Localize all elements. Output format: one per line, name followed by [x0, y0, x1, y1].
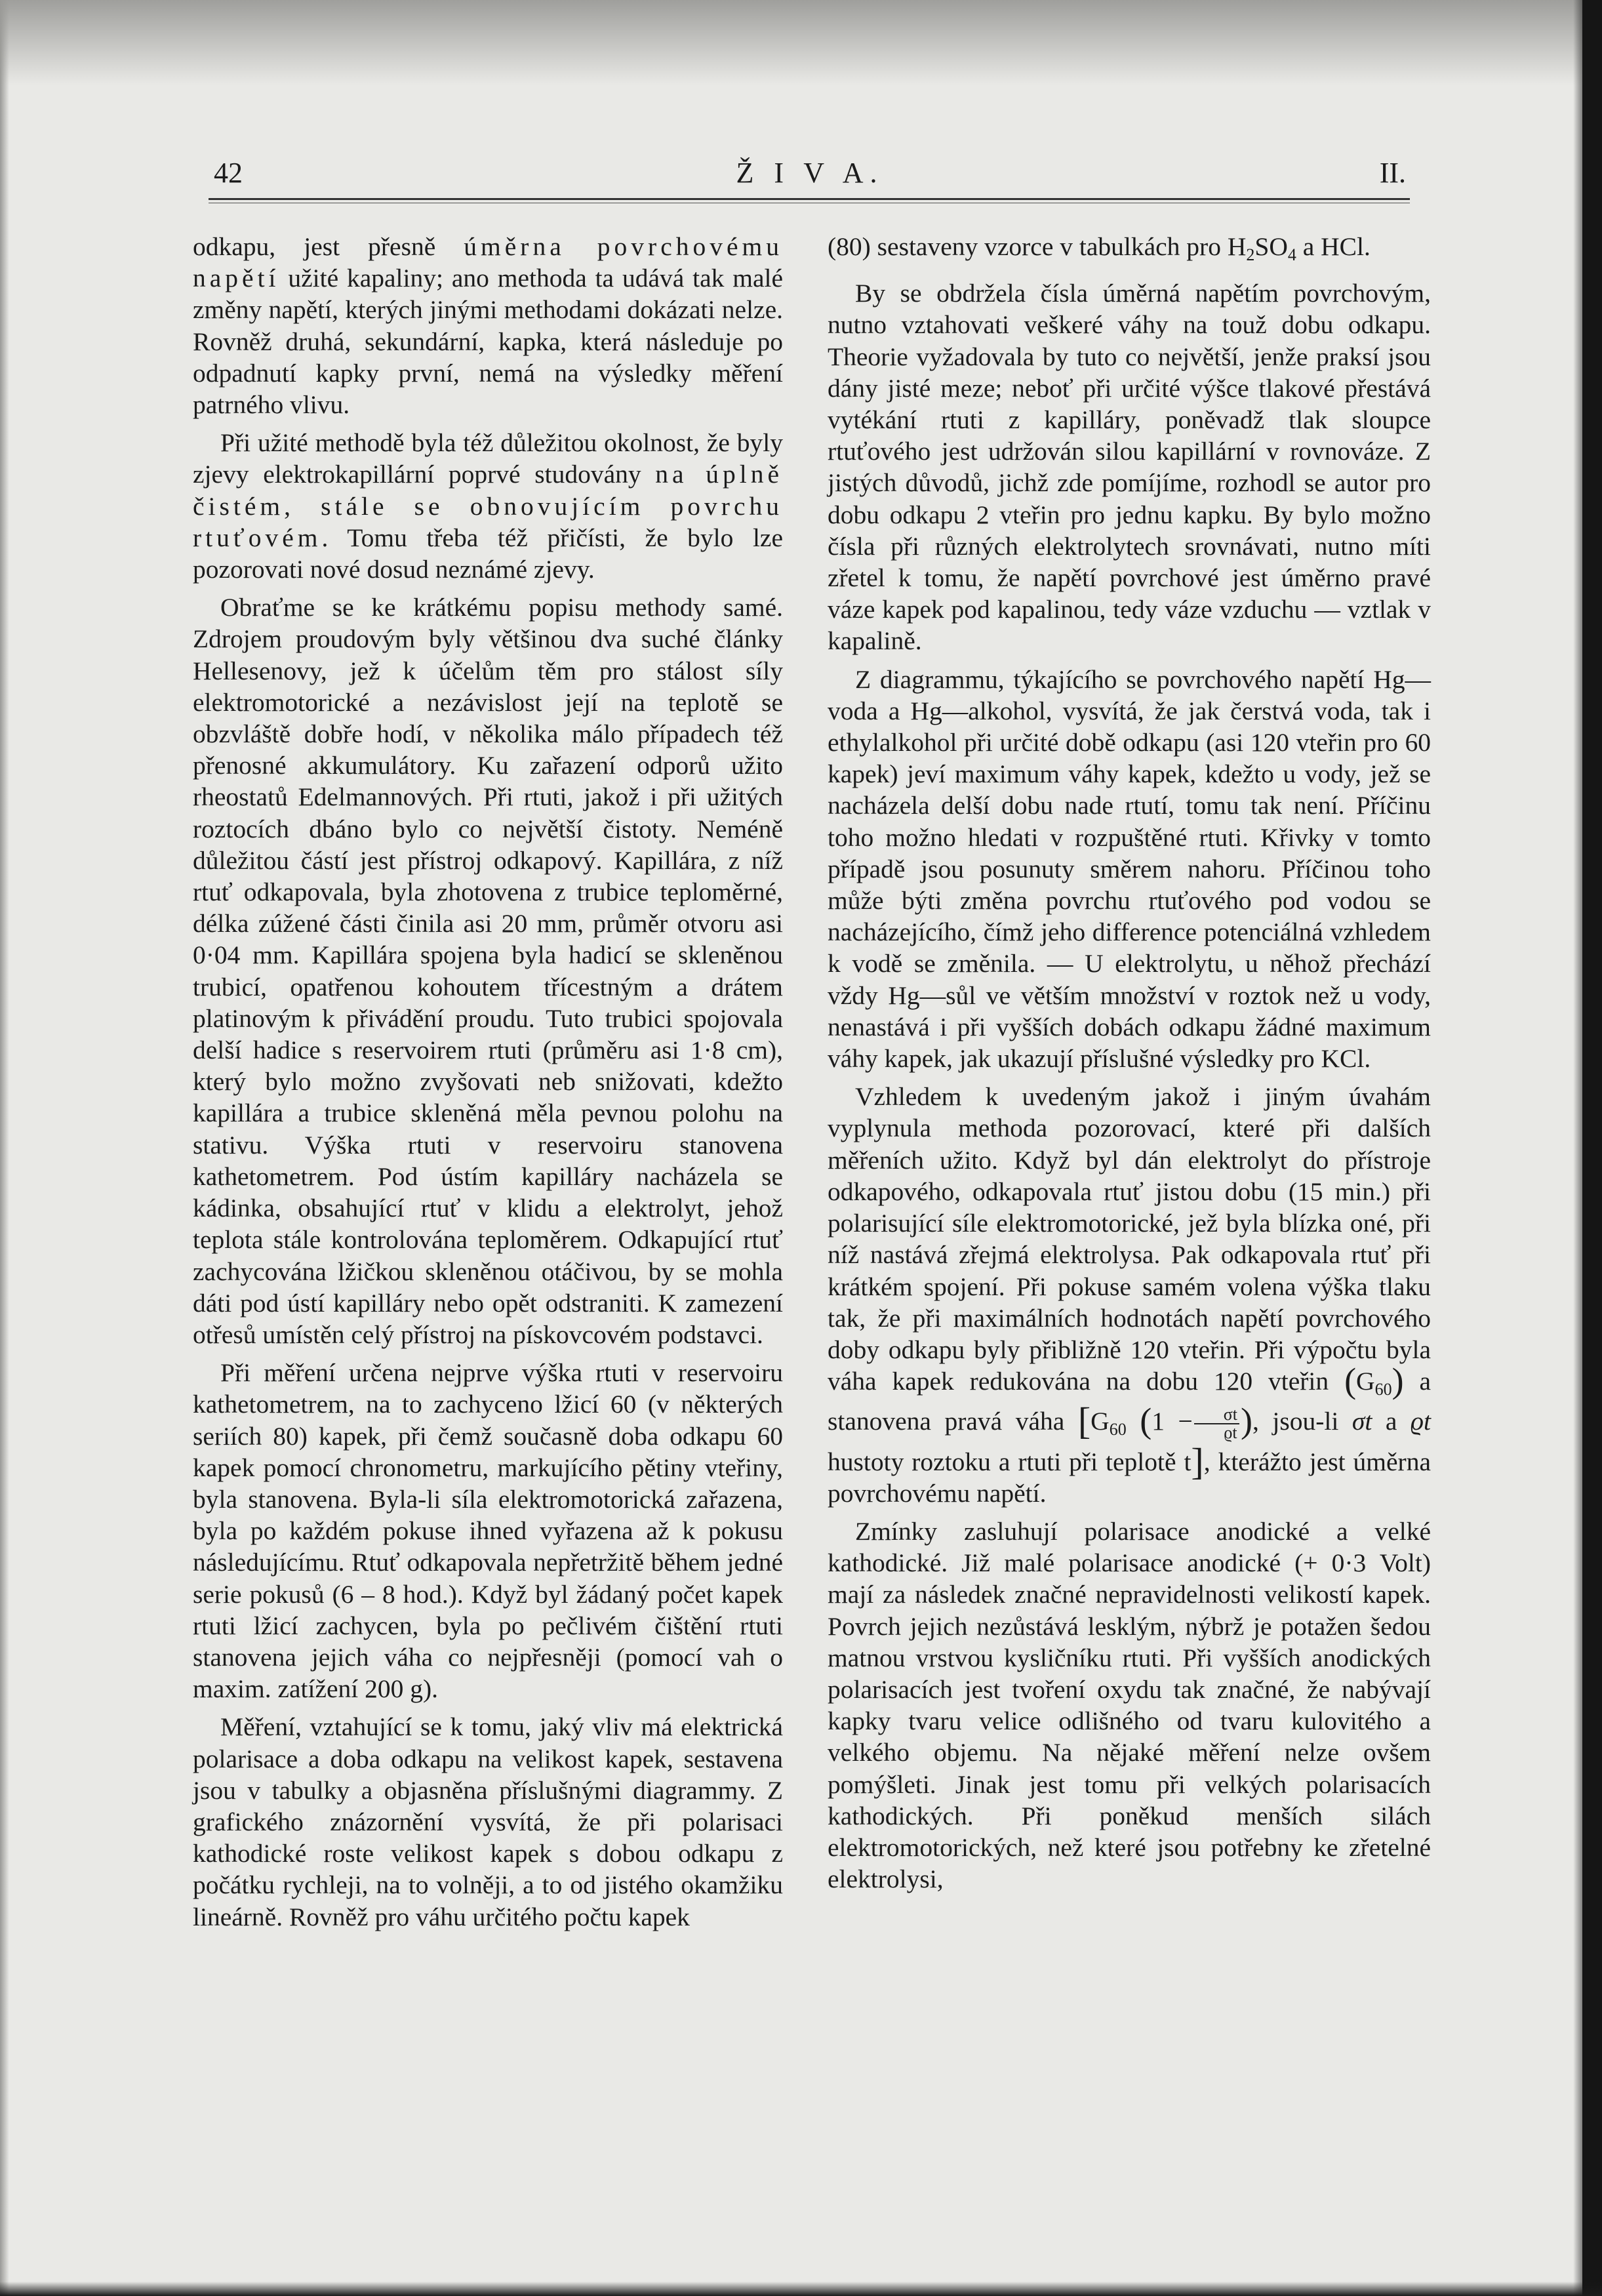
page-number: 42 — [214, 157, 243, 189]
bracket-close: ] — [1191, 1440, 1204, 1483]
volume-number: II. — [1379, 157, 1406, 189]
subscript: 4 — [1287, 245, 1296, 264]
symbol-rho: ϱt — [1410, 1407, 1431, 1436]
text-run: odkapu, jest přesně — [193, 232, 464, 261]
text-run: užité kapaliny; ano methoda ta udává tak malé změny napětí, kterých jinými methodami dokázati nelze. Rovněž druhá, sekundární, kapka, která následuje po odpadnutí kapky první, nemá na výsledky měření patrného vlivu. — [193, 264, 783, 420]
subscript: 60 — [1374, 1380, 1392, 1400]
formula-true-weight — [1077, 1400, 1253, 1443]
paragraph-right-2: By se obdržela čísla úměrná napětím povrchovým, nutno vztahovati veškeré váhy na touž dobu odkapu. Theorie vyžadovala by tuto co největší, jenže praksí jsou dány jisté meze; neboť při určité výšce tlakové přestává vytékání rtuti z kapilláry, poněvadž tlak sloupce rtuťového jest udržován silou kapillární v rovnováze. Z jistých důvodů, jichž zde pomíjíme, rozhodl se autor pro dobu odkapu 2 vteřin pro jednu kapku. By bylo možno čísla při různých elektrolytech srovnávati, nutno míti zřetel k tomu, že napětí povrchové jest úměrno pravé váze kapek pod kapalinou, tedy váze vzduchu — vztlak v kapalině. — [828, 279, 1431, 656]
text-run: Vzhledem k uvedeným jakož i jiným úvahám vyplynula methoda pozorovací, které při dalších měřeních užito. Když byl dán elektrolyt do přístroje odkapového, odkapovala rtuť jistou dobu (15 min.) při polarisující síle elektromotorické, jež byla blízka oné, při níž nastává zřejmá elektrolysa. Pak odkapovala rtuť při krátkém spojení. Při pokuse samém volena výška tlaku tak, že při maximálních hodnotách napětí povrchového doby odkapu byly přibližně 120 vteřin. Při výpočtu byla váha kapek redukována na dobu 120 vteřin — [828, 1082, 1431, 1396]
paragraph-left-3: Obraťme se ke krátkému popisu methody samé. Zdrojem proudovým byly většinou dva suché články Hellesenovy, jež k účelům těm pro stálost síly elektromotorické a nezávislost její na teplotě se obzvláště dobře hodí, v několika málo případech též přenosné akkumulátory. Ku zařazení odporů užito rheostatů Edelmannových. Při rtuti, jakož i při užitých roztocích dbáno bylo co největší čistoty. Neméně důležitou částí jest přístroj odkapový. Kapillára, z níž rtuť odkapovala, byla zhotovena z trubice teploměrné, délka zúžené části činila asi 20 mm, průměr otvoru asi 0·04 mm. Kapillára spojena byla hadicí se skleněnou trubicí, opatřenou kohoutem třícestným a drátem platinovým k přivádění proudu. Tuto trubici spojovala delší hadice s reservoirem rtuti (průměru asi 1·8 cm), který bylo možno zvyšovati neb snižovati, kdežto kapillára a trubice skleněná měla pevnou polohu na stativu. Výška rtuti v reservoiru stanovena kathetometrem. Pod ústím kapilláry nacházela se kádinka, obsahující rtuť v klidu a elektrolyt, jehož teplota stále kontrolována teploměrem. Odkapující rtuť zachycována lžičkou skleněnou otáčivou, by se mohla dáti pod ústí kapilláry nebo opět odstraniti. K zamezení otřesů umístěn celý přístroj na pískovcovém podstavci. — [193, 593, 783, 1349]
text-run: SO — [1254, 232, 1288, 261]
text-run: a — [1372, 1407, 1411, 1436]
paragraph-left-5: Měření, vztahující se k tomu, jaký vliv má elektrická polarisace a doba odkapu na velikost kapek, sestavena jsou v tabulky a objasněna příslušnými diagrammy. Z grafického znázornění vysvítá, že při polarisaci kathodické roste velikost kapek s dobou odkapu z počátku rychleji, na to volněji, a to od jistého okamžiku lineárně. Rovněž pro váhu určitého počtu kapek — [193, 1712, 783, 1931]
scan-shadow-left — [0, 0, 9, 2296]
paragraph-right-4 — [828, 1081, 1431, 1509]
text-run: a stanovena pravá váha — [828, 1367, 1431, 1436]
paragraph-right-5: Zmínky zasluhují polarisace anodické a velké kathodické. Již malé polarisace anodické (+ 0·3 Volt) mají za následek značné nepravidelnosti velikostí kapek. Povrch jejich nezůstává lesklým, nýbrž je potažen šedou matnou vrstvou kysličníku rtuti. Při vyšších anodických polarisacích jest tvoření oxydu tak značné, že nabývají kapky tvaru velice odlišného od tvaru kulovitého a velkého objemu. Na nějaké měření nelze ovšem pomýšleti. Jinak jest tomu při velkých polarisacích kathodických. Při poněkud menších silách elektromotorických, než které jsou potřebny ke zřetelné elektrolysi, — [828, 1516, 1431, 1894]
formula-g60 — [1344, 1361, 1404, 1401]
paragraph-right-3: Z diagrammu, týkajícího se povrchového napětí Hg—voda a Hg—alkohol, vysvítá, že jak čerstvá voda, tak i ethylalkohol při určité době odkapu (asi 120 vteřin pro 60 kapek) jeví maximum váhy kapek, kdežto u vody, jež se nacházela delší dobu nade rtutí, tomu tak není. Příčinu toho možno hledati v rozpuštěné rtuti. Křivky v tomto případě jsou posunuty směrem nahoru. Příčinou toho může býti změna povrchu rtuťového pod vodou se nacházejícího, čímž jeho difference potenciálná vzhledem k vodě se změnila. — U elektrolytu, u něhož přechází vždy Hg—sůl ve větším množství v roztok než u vody, nenastává i při vyšších dobách odkapu žádné maximum váhy kapek, jak ukazují příslušné výsledky pro KCl. — [828, 664, 1431, 1074]
left-column — [193, 231, 783, 1939]
running-header — [214, 156, 1406, 195]
header-rule — [209, 198, 1410, 200]
subscript: 2 — [1246, 245, 1255, 264]
text-run: . Tomu třeba též přičísti, že bylo lze pozorovati nové dosud neznámé zjevy. — [193, 523, 783, 584]
text-run: hustoty roztoku a rtuti při teplotě t — [828, 1447, 1191, 1476]
emphasis-spaced: úměrna povrchovému napětí — [193, 232, 783, 293]
fraction-numerator: σt — [1194, 1406, 1239, 1424]
paren-close: ) — [1241, 1401, 1253, 1441]
paragraph-right-1 — [828, 231, 1431, 271]
scan-shadow-right — [1573, 0, 1582, 2296]
bracket-open: [ — [1077, 1400, 1091, 1443]
symbol-sigma: σt — [1352, 1407, 1372, 1436]
paren-open: ( — [1344, 1361, 1357, 1401]
paragraph-left-2 — [193, 427, 783, 585]
text-run: Při užité methodě byla též důležitou okolnost, že byly zjevy elektrokapillární poprvé studovány — [193, 428, 783, 489]
subscript: 60 — [1109, 1420, 1127, 1440]
text-run: , jsou-li — [1252, 1407, 1352, 1436]
fraction-denominator: ϱt — [1224, 1423, 1237, 1443]
paren-close: ) — [1392, 1361, 1404, 1401]
emphasis-spaced: na úplně čistém, stále se obnovujícím povrchu rtuťovém — [193, 460, 783, 552]
paragraph-left-1 — [193, 231, 783, 420]
scan-dark-edge-right — [1582, 0, 1602, 2296]
formula-one-minus: 1 − — [1151, 1407, 1193, 1436]
symbol-g: G — [1356, 1367, 1375, 1396]
scan-shadow-bottom — [0, 2282, 1602, 2296]
text-run: a HCl. — [1296, 232, 1371, 261]
journal-title: Ž I V A. — [736, 157, 884, 189]
text-run: , kterážto jest úměrna povrchovému napětí. — [828, 1447, 1431, 1508]
text-run: (80) sestaveny vzorce v tabulkách pro H — [828, 232, 1247, 261]
fraction — [1194, 1406, 1239, 1441]
paragraph-left-4: Při měření určena nejprve výška rtuti v reservoiru kathetometrem, na to zachyceno lžicí 60 (v některých seriích 80) kapek, při čemž současně doba odkapu 60 kapek pomocí chronometru, markujícího pětiny vteřiny, byla stanovena. Byla-li síla elektromotorická zařazena, byla po každém pokuse ihned vyřazena až k pokusu následujícímu. Rtuť odkapovala nepřetržitě během jedné serie pokusů (6 – 8 hod.). Když byl žádaný počet kapek rtuti lžicí zachycen, byla po pečlivém čištění rtuti stanovena jejich váha co nejpřesněji (pomocí vah o maxim. zatížení 200 g). — [193, 1358, 783, 1704]
symbol-g: G — [1091, 1407, 1110, 1436]
right-column — [828, 231, 1431, 1901]
paren-open: ( — [1140, 1401, 1152, 1441]
scan-shadow-top — [0, 0, 1602, 85]
